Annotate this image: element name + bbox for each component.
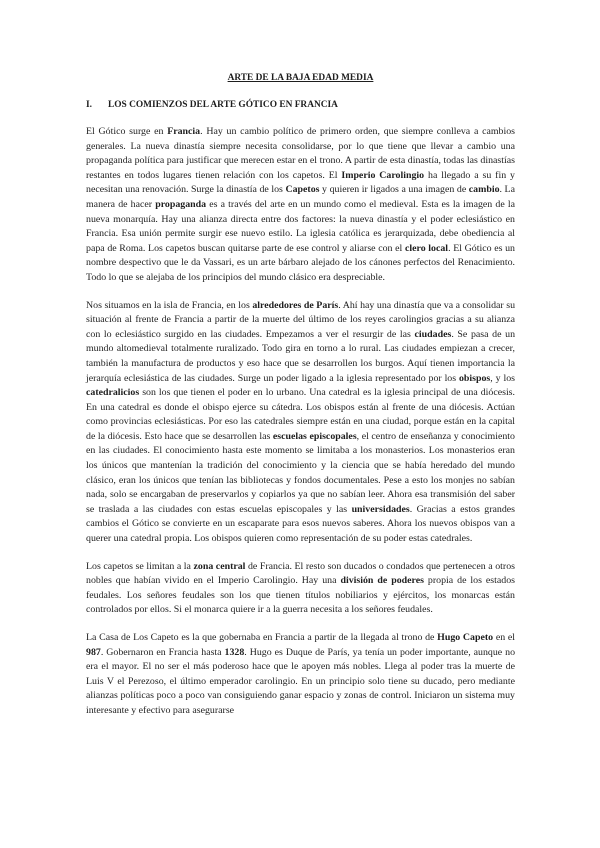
bold-term: escuelas episcopales	[272, 430, 357, 442]
bold-term: Hugo Capeto	[437, 632, 494, 643]
section-number: I.	[86, 100, 92, 110]
text-run: . Ahí hay una dinastía que va a consolidar su situación al frente de Francia a partir de la muerte del último de los reyes carolingios gracias a su alianza con lo eclesiástico surgido en las ciudades. Empezamos a ver el resurgir de las	[86, 299, 516, 340]
text-run: . Gobernaron en Francia hasta	[100, 646, 225, 658]
section-title: LOS COMIENZOS DEL ARTE GÓTICO EN FRANCIA	[108, 100, 338, 110]
text-run: . Hugo es Duque de París, ya tenía un poder importante, aunque no era el mayor. El no ser el más poderoso hace que le apoyen más nobles. Llega al poder tras la muerte de Luis V el Perezoso, el último emperador carolingio. En un principio solo tiene su ducado, pero mediante alianzas políticas poco a poco van consiguiendo ganar espacio y zonas de control. Iniciaron un sistema muy interesante y efectivo para asegurarse	[86, 646, 516, 716]
text-run: en el	[493, 632, 516, 643]
bold-term: Francia	[167, 126, 201, 137]
text-run: El Gótico surge en	[86, 126, 168, 137]
text-run: y quieren ir ligados a una imagen de	[319, 184, 469, 196]
paragraph-2	[86, 299, 515, 547]
bold-term: zona central	[193, 560, 246, 572]
bold-term: ciudades	[414, 328, 452, 340]
bold-term: alrededores de París	[252, 299, 339, 311]
bold-term: universidades	[351, 503, 410, 515]
text-run: ha llegado a su fin y necesitan una renovación. Surge la dinastía de los	[86, 169, 515, 196]
text-run: . La manera de hacer	[86, 184, 515, 210]
text-run: , y los	[490, 372, 515, 384]
text-run: de Francia. El resto son ducados o condados que pertenecen a otros nobles que habían vivido en el Imperio Carolingio. Hay una	[86, 560, 515, 587]
section-heading	[86, 99, 515, 112]
text-run: propia de los estados feudales. Los señores feudales son los que tienen títulos nobiliarios y ejércitos, los monarcas están controlados por ellos. Si el monarca quiere ir a la guerra necesita a los señores feudales.	[86, 575, 515, 616]
text-run: . El Gótico es un nombre despectivo que le da Vassari, es un arte bárbaro alejado de los cánones perfectos del Renacimiento. Todo lo que se alejaba de los principios del mundo clásico era despreciable.	[86, 242, 515, 283]
paragraph-3	[86, 560, 515, 618]
text-run: . Gracias a estos grandes cambios el Gótico se convierte en un escaparate para esos nuevos saberes. Ahora los nuevos obispos van a querer una catedral propia. Los obispos quieren como representación de su poder estas catedrales.	[86, 503, 516, 545]
text-run: es a través del arte en un mundo como el medieval. Esta es la imagen de la nueva monarquía. Hay una alianza directa entre dos factores: la nueva dinastía y el poder eclesiástico en Francia. Esa unión permite surgir ese nuevo estilo. La iglesia católica es jerarquizada, debe obediencia al papa de Roma. Los capetos buscan quitarse parte de ese control y aliarse con el	[86, 198, 515, 254]
bold-term: 1328	[224, 646, 245, 658]
text-run: , el centro de enseñanza y conocimiento en las ciudades. El conocimiento hasta este momento se limitaba a los monasterios. Los monasterios eran los únicos que mantenían la tradición del conocimiento y la ciencia que se había heredado del mundo clásico, eran los únicos que tenían las bibliotecas y fondos documentales. Pese a esto los monjes no sabían nada, solo se encargaban de preservarlos y copiarlos ya que no sabían leer. Ahora esa transmisión del saber se traslada a las ciudades con estas escuelas episcopales y las	[86, 430, 515, 515]
bold-term: división de poderes	[340, 575, 424, 587]
text-run: son los que tienen el poder en lo urbano. Una catedral es la iglesia principal de una diócesis. En una catedral es donde el obispo ejerce su cátedra. Los obispos están al frente de una diócesis. Actúan como provincias eclesiásticas. Por eso las catedrales siempre están en una ciudad, porque están en la capital de la diócesis. Esto hace que se desarrollen las	[86, 387, 515, 442]
bold-term: obispos	[458, 372, 491, 384]
paragraph-4	[86, 631, 515, 719]
document-title: ARTE DE LA BAJA EDAD MEDIA	[227, 73, 374, 83]
bold-term: catedralicios	[86, 387, 140, 399]
bold-term: clero local	[404, 242, 449, 254]
paragraph-1	[86, 125, 515, 286]
text-run: . Se pasa de un mundo altomedieval totalmente ruralizado. Todo gira en torno a lo rural. Las ciudades empiezan a crecer, también la manufactura de productos y eso hace que se desarrollen los burgos. Aquí tienen importancia la jerarquía eclesiástica de las ciudades. Surge un poder ligado a la iglesia representado por los	[86, 328, 516, 384]
text-run: La Casa de Los Capeto es la que gobernaba en Francia a partir de la llegada al trono de	[86, 632, 438, 643]
bold-term: 987	[86, 646, 101, 658]
bold-term: cambio	[468, 184, 500, 196]
text-run: Nos situamos en la isla de Francia, en los	[86, 299, 253, 311]
bold-term: Capetos	[285, 184, 320, 196]
bold-term: propaganda	[155, 198, 207, 210]
text-run: Los capetos se limitan a la	[86, 560, 194, 572]
text-run: . Hay un cambio político de primero orden, que siempre conlleva a cambios generales. La nueva dinastía siempre necesita consolidarse, por lo que tiene que llevar a cambio una propaganda política para justificar que merecen estar en el trono. A partir de esta dinastía, todas las dinastías restantes en todos lugares tienen relación con los capetos. El	[86, 126, 515, 181]
bold-term: Imperio Carolingio	[341, 169, 425, 181]
